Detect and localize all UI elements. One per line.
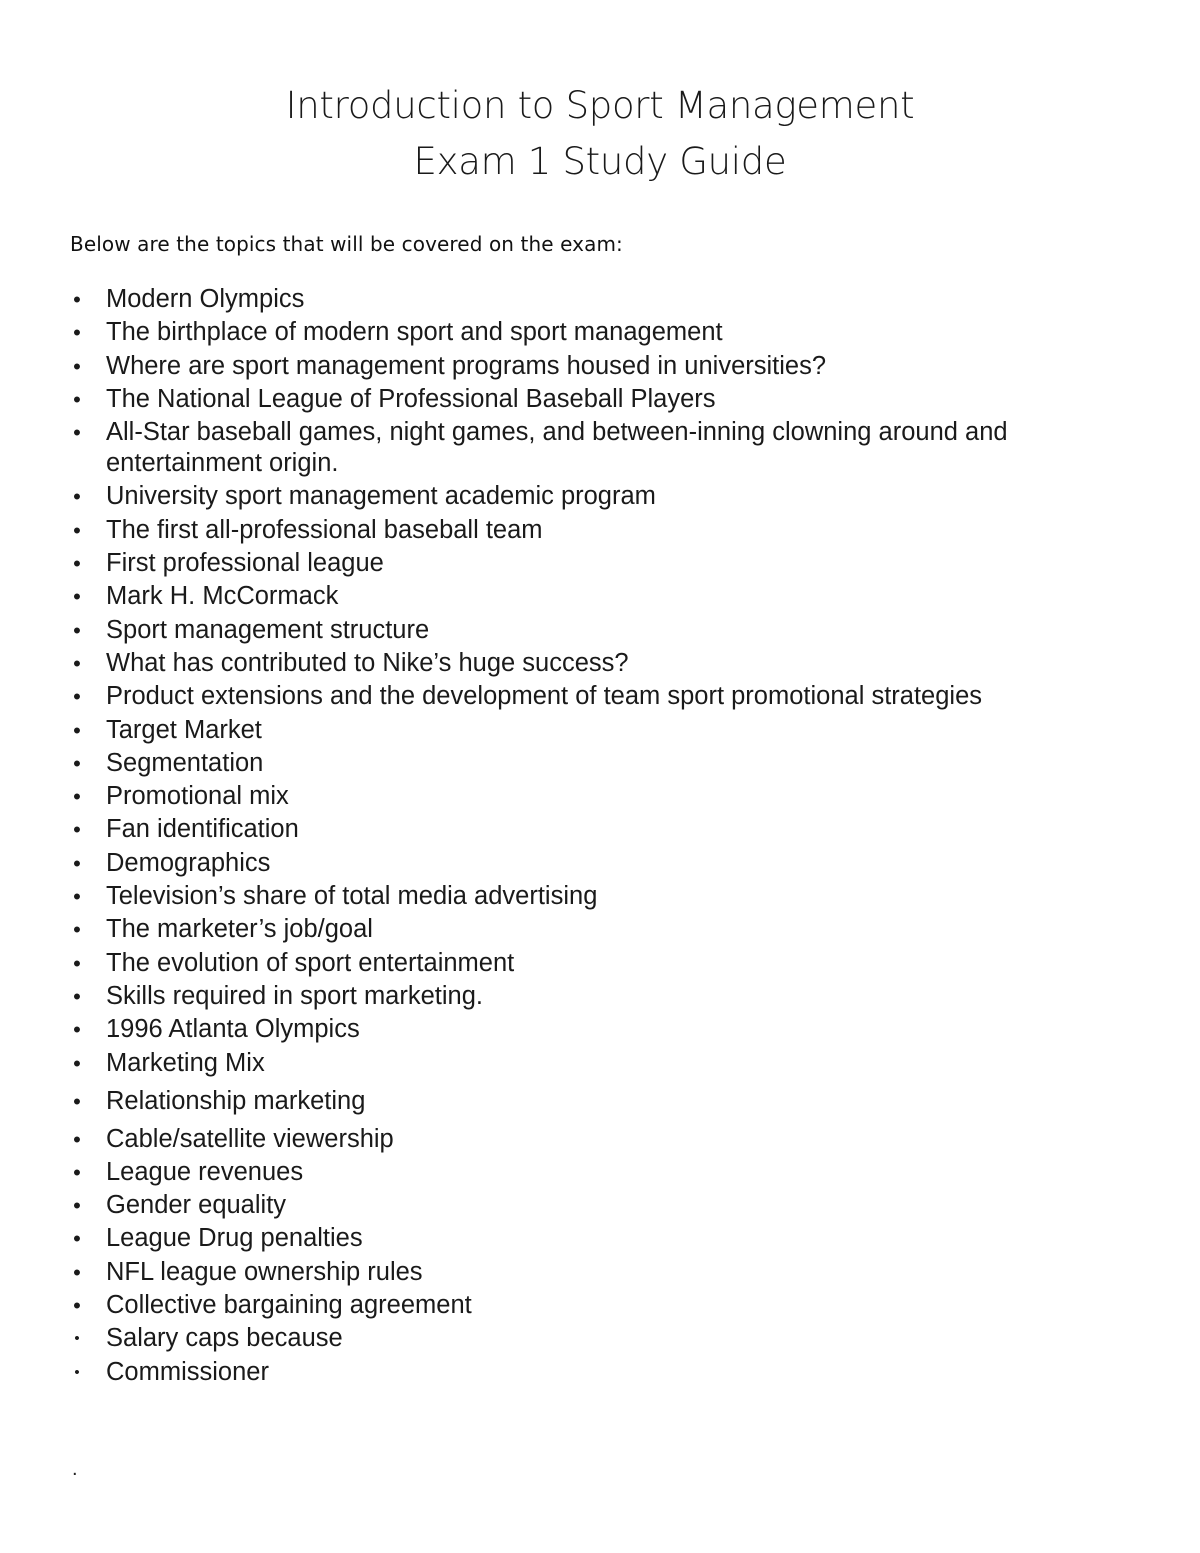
topics-list	[0, 284, 1200, 1390]
bullet-icon: •	[73, 584, 81, 610]
bullet-icon: •	[73, 1226, 81, 1252]
topic-text: First professional league	[106, 549, 384, 578]
topic-item	[0, 317, 1200, 348]
bullet-icon: •	[73, 1293, 81, 1319]
topic-item	[0, 384, 1200, 415]
bullet-icon: •	[73, 617, 81, 643]
bullet-icon: •	[73, 784, 81, 810]
topic-item	[0, 981, 1200, 1012]
title-exam-name: Exam 1 Study Guide	[413, 140, 787, 183]
topic-item	[0, 581, 1200, 612]
topic-item	[0, 748, 1200, 779]
topic-item	[0, 417, 1200, 479]
bullet-icon: •	[73, 1017, 81, 1043]
topic-item	[0, 1048, 1200, 1079]
bullet-icon: •	[73, 517, 81, 543]
bullet-icon: •	[73, 420, 81, 446]
topic-item	[0, 1124, 1200, 1155]
bullet-icon: •	[73, 850, 81, 876]
bullet-icon: •	[73, 884, 81, 910]
topic-text: League revenues	[106, 1157, 304, 1186]
topic-text: 1996 Atlanta Olympics	[106, 1015, 360, 1044]
topic-text: Sport management structure	[106, 615, 430, 644]
topic-item	[0, 481, 1200, 512]
topic-item	[0, 1157, 1200, 1188]
bullet-icon: •	[73, 1193, 81, 1219]
bullet-icon: •	[73, 484, 81, 510]
topic-text: Collective bargaining agreement	[106, 1291, 472, 1320]
topic-text: Segmentation	[106, 748, 264, 777]
topic-text: The marketer’s job/goal	[106, 915, 373, 944]
topic-text: Television’s share of total media advertising	[106, 882, 598, 911]
bullet-icon: •	[73, 287, 81, 312]
topic-text: Cable/satellite viewership	[106, 1124, 394, 1153]
bullet-icon: •	[73, 717, 81, 743]
topic-item	[0, 284, 1200, 315]
topic-text: Promotional mix	[106, 782, 289, 811]
topic-text: University sport management academic program	[106, 482, 656, 511]
topic-text: Modern Olympics	[106, 285, 305, 313]
topic-text: What has contributed to Nike’s huge success?	[106, 648, 629, 677]
topic-text: All-Star baseball games, night games, and between-inning clowning around and entertainment origin.	[106, 418, 1008, 478]
topic-text: Marketing Mix	[106, 1048, 265, 1077]
topic-item	[0, 1014, 1200, 1045]
bullet-icon: •	[73, 983, 81, 1009]
bullet-icon: •	[74, 1330, 80, 1348]
topic-item	[0, 1357, 1200, 1388]
bullet-icon: •	[73, 684, 81, 710]
topic-item	[0, 715, 1200, 746]
topic-text: League Drug penalties	[106, 1224, 363, 1253]
topic-item	[0, 914, 1200, 945]
bullet-icon: •	[73, 1259, 81, 1285]
intro-text: Below are the topics that will be covered on the exam:	[70, 232, 623, 256]
title-course-name: Introduction to Sport Management	[285, 84, 915, 127]
bullet-icon: •	[73, 917, 81, 943]
topic-item	[0, 814, 1200, 845]
topic-item	[0, 515, 1200, 546]
topic-text: Product extensions and the development of team sport promotional strategies	[106, 682, 983, 711]
bullet-icon: •	[73, 1159, 81, 1185]
topic-text: Where are sport management programs housed in universities?	[106, 351, 827, 380]
document-title	[0, 78, 1200, 190]
topic-item	[0, 681, 1200, 712]
topic-item	[0, 648, 1200, 679]
topic-text: The National League of Professional Baseball Players	[106, 384, 716, 413]
topic-text: Demographics	[106, 848, 271, 877]
topic-item	[0, 1223, 1200, 1254]
topic-text: Target Market	[106, 715, 262, 744]
topic-text: The evolution of sport entertainment	[106, 948, 515, 977]
topic-text: NFL league ownership rules	[106, 1257, 423, 1286]
topic-text: Fan identification	[106, 815, 299, 844]
bullet-icon: •	[73, 950, 81, 976]
bullet-icon: •	[73, 353, 81, 379]
bullet-icon: •	[73, 320, 81, 346]
topic-item	[0, 1190, 1200, 1221]
footer-mark: .	[72, 1458, 78, 1480]
topic-text: Salary caps because	[106, 1324, 343, 1353]
topic-item	[0, 948, 1200, 979]
bullet-icon: •	[73, 1126, 81, 1152]
bullet-icon: •	[73, 551, 81, 577]
bullet-icon: •	[73, 386, 81, 412]
topic-item	[0, 1086, 1200, 1117]
topic-text: The birthplace of modern sport and sport management	[106, 318, 723, 347]
topic-item	[0, 1257, 1200, 1288]
topic-text: The first all-professional baseball team	[106, 515, 543, 544]
bullet-icon: •	[73, 1088, 81, 1114]
bullet-icon: •	[73, 650, 81, 676]
bullet-icon: •	[73, 817, 81, 843]
topic-item	[0, 881, 1200, 912]
topic-item	[0, 781, 1200, 812]
topic-item	[0, 548, 1200, 579]
topic-text: Mark H. McCormack	[106, 582, 339, 611]
topic-item	[0, 848, 1200, 879]
topic-text: Skills required in sport marketing.	[106, 981, 483, 1010]
bullet-icon: •	[73, 1050, 81, 1076]
topic-text: Commissioner	[106, 1357, 269, 1386]
topic-item	[0, 351, 1200, 382]
bullet-icon: •	[73, 750, 81, 776]
bullet-icon: •	[74, 1363, 80, 1381]
topic-item	[0, 1290, 1200, 1321]
topic-text: Gender equality	[106, 1191, 287, 1220]
topic-item	[0, 1323, 1200, 1354]
topic-item	[0, 615, 1200, 646]
topic-text: Relationship marketing	[106, 1086, 366, 1115]
